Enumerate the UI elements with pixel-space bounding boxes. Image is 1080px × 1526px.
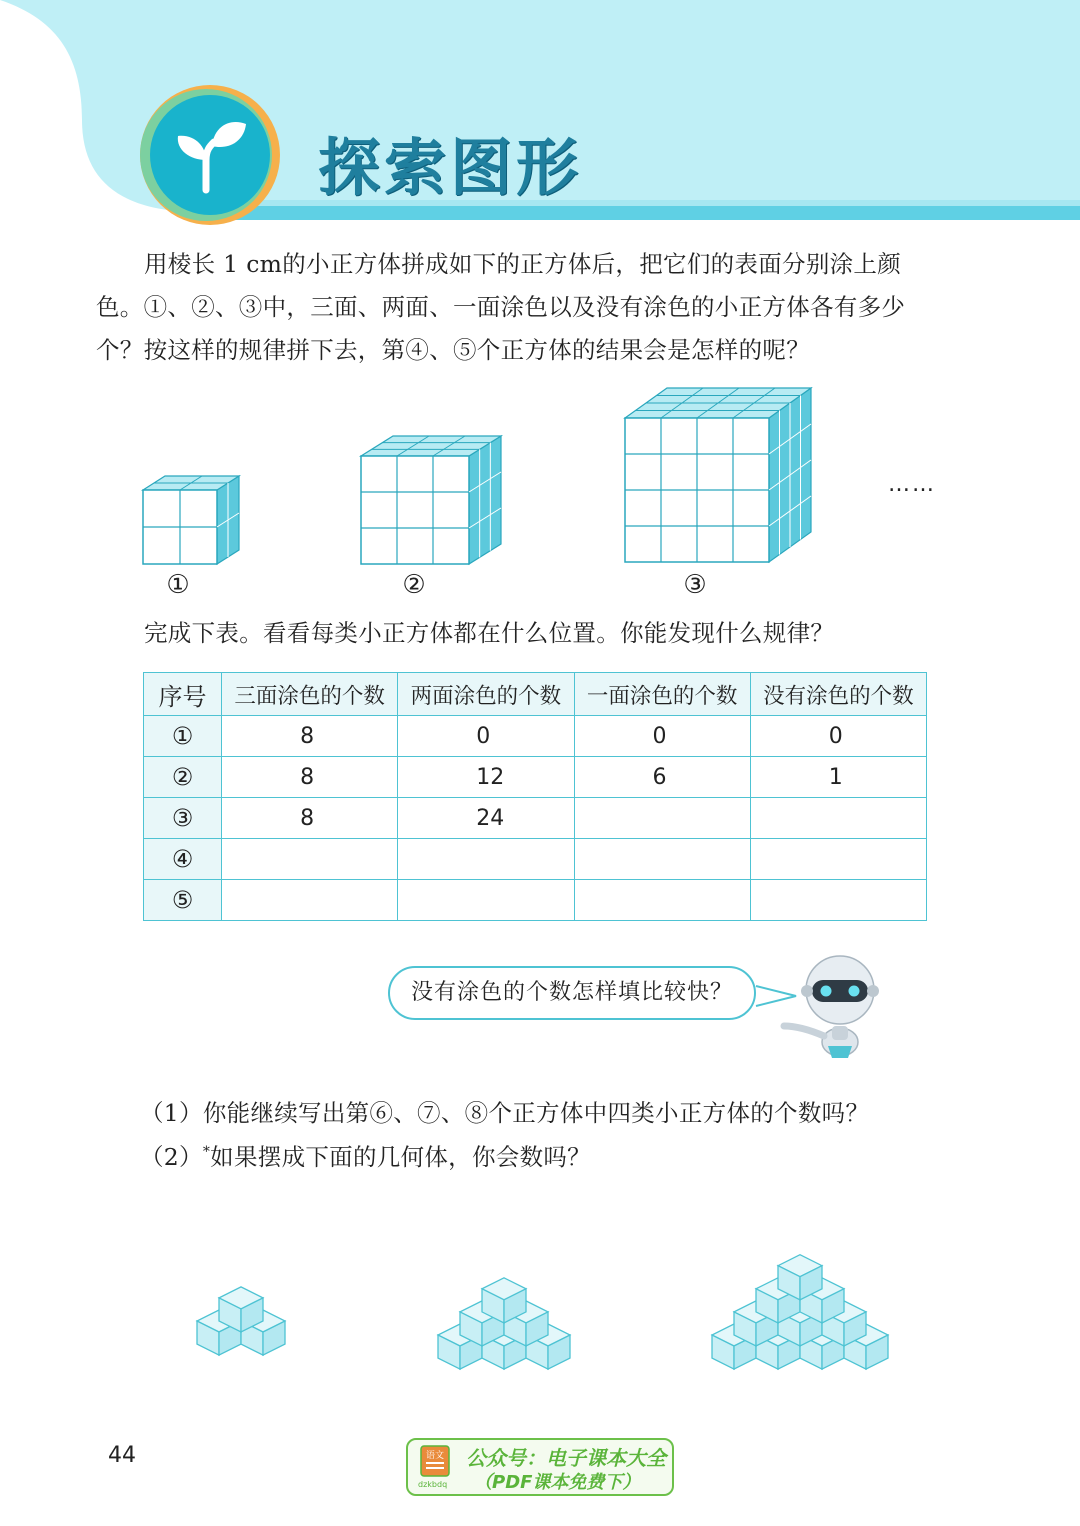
- question-2: [140, 1138, 591, 1172]
- table-cell: [750, 798, 926, 839]
- watermark-line-2: （PDF课本免费下）: [474, 1472, 641, 1493]
- table-cell: 0: [750, 716, 926, 757]
- page-number: 44: [108, 1443, 136, 1468]
- table-row: [144, 798, 927, 839]
- book-icon-text: 语文: [425, 1451, 445, 1461]
- row-index: ①: [144, 716, 222, 757]
- table-cell: [222, 880, 398, 921]
- robot-icon: [784, 956, 879, 1058]
- table-cell: 8: [222, 757, 398, 798]
- question-1: （1）你能继续写出第⑥、⑦、⑧个正方体中四类小正方体的个数吗？: [140, 1099, 870, 1127]
- figure-label-2: ②: [402, 570, 426, 600]
- ellipsis: ……: [888, 472, 936, 497]
- table-cell: [574, 839, 750, 880]
- table-cell: [398, 839, 574, 880]
- header-cell: 三面涂色的个数: [222, 673, 398, 716]
- table-row: [144, 716, 927, 757]
- intro-line: 用棱长 1 cm的小正方体拼成如下的正方体后，把它们的表面分别涂上颜: [144, 250, 902, 278]
- intro-line: 个？按这样的规律拼下去，第④、⑤个正方体的结果会是怎样的呢？: [96, 336, 810, 364]
- cube-figure-4: [625, 388, 811, 562]
- data-table: [143, 672, 927, 921]
- header-cell: 一面涂色的个数: [574, 673, 750, 716]
- optional-mark: *: [202, 1144, 211, 1161]
- table-cell: 12: [398, 757, 574, 798]
- table-cell: 24: [398, 798, 574, 839]
- table-cell: [398, 880, 574, 921]
- row-index: ②: [144, 757, 222, 798]
- figure-label-3: ③: [683, 570, 707, 600]
- watermark-line-1: 公众号：电子课本大全: [466, 1446, 666, 1470]
- question-2-text: 如果摆成下面的几何体，你会数吗？: [210, 1143, 591, 1171]
- cube-pyramid-2: [197, 1287, 285, 1355]
- row-index: ④: [144, 839, 222, 880]
- table-cell: [574, 798, 750, 839]
- robot-speech-bubble: 没有涂色的个数怎样填比较快？: [388, 966, 756, 1020]
- header-cell: 两面涂色的个数: [398, 673, 574, 716]
- book-icon: [418, 1444, 452, 1478]
- table-row: [144, 839, 927, 880]
- table-header-row: [144, 673, 927, 716]
- cube-pyramid-3: [438, 1278, 570, 1369]
- table-cell: [222, 839, 398, 880]
- figure-label-1: ①: [166, 570, 190, 600]
- question-2-number: （2）: [140, 1143, 203, 1171]
- cube-figure-2: [143, 476, 239, 564]
- table-cell: 0: [398, 716, 574, 757]
- table-row: [144, 880, 927, 921]
- table-cell: 1: [750, 757, 926, 798]
- intro-line: 色。①、②、③中，三面、两面、一面涂色以及没有涂色的小正方体各有多少: [96, 293, 906, 321]
- cube-figure-3: [361, 436, 501, 564]
- table-cell: [574, 880, 750, 921]
- row-index: ⑤: [144, 880, 222, 921]
- table-cell: 8: [222, 798, 398, 839]
- header-cell: 没有涂色的个数: [750, 673, 926, 716]
- table-instruction: 完成下表。看看每类小正方体都在什么位置。你能发现什么规律？: [144, 619, 835, 647]
- header-cell: 序号: [144, 673, 222, 716]
- table-cell: [750, 839, 926, 880]
- watermark-stamp: [406, 1438, 674, 1496]
- watermark-tag: dzkbdq: [418, 1480, 448, 1489]
- page-title: 探索图形: [318, 131, 583, 204]
- cube-pyramid-4: [712, 1255, 888, 1369]
- row-index: ③: [144, 798, 222, 839]
- table-row: [144, 757, 927, 798]
- table-cell: 0: [574, 716, 750, 757]
- robot-figure: [740, 950, 890, 1060]
- table-cell: 6: [574, 757, 750, 798]
- table-cell: [750, 880, 926, 921]
- table-cell: 8: [222, 716, 398, 757]
